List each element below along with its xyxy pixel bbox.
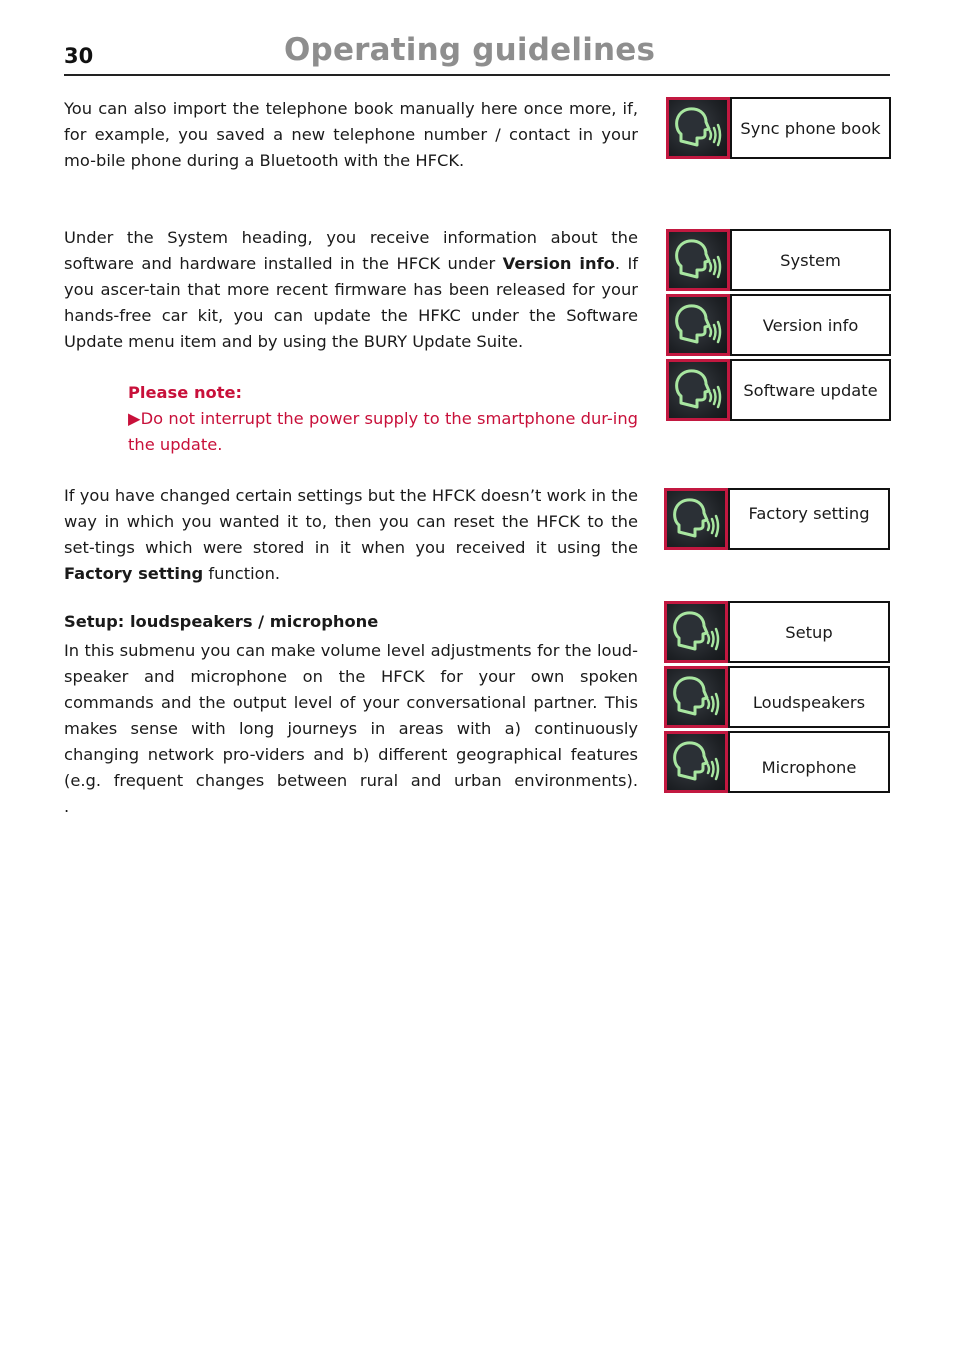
menu-item-factory-setting[interactable]: [664, 488, 890, 550]
menu-label-loudspeakers: Loudspeakers: [728, 666, 890, 728]
please-note-heading: Please note:: [128, 383, 243, 402]
menu-item-sync-phone-book[interactable]: [666, 97, 891, 159]
system-paragraph-text-b: . If you ascer-tain that more recent firmware has been released for your hands-free car kit, you can update the HFKC under the Software Update menu item and by using the BURY Update Suite.: [64, 254, 638, 351]
setup-paragraph-tail: .: [64, 797, 70, 816]
voice-speaking-head-icon: [664, 488, 728, 550]
menu-label-factory-setting: Factory setting: [728, 488, 890, 550]
voice-speaking-head-icon: [666, 359, 730, 421]
voice-speaking-head-icon: [666, 294, 730, 356]
menu-label-setup: Setup: [728, 601, 890, 663]
menu-item-microphone[interactable]: [664, 731, 890, 793]
factory-paragraph-text-a: If you have changed certain settings but the HFCK doesn’t work in the way in which you wanted it to, then you can reset the HFCK to the set-tings which were stored in it when you received it using the: [64, 486, 638, 557]
factory-paragraph-text-b: function.: [203, 564, 281, 583]
setup-paragraph: In this submenu you can make volume level adjustments for the loud-speaker and microphone on the HFCK for your own spoken commands and the output level of your conversational partner. This makes sense with long journeys in areas with a) continuously changing network pro-viders and b) different geographical features (e.g. frequent changes between rural and urban environments).: [64, 641, 638, 790]
menu-item-version-info[interactable]: [666, 294, 891, 356]
system-paragraph-text-a: Under the System heading, you receive information about the software and hardware installed in the HFCK under: [64, 228, 638, 273]
menu-label-system: System: [730, 229, 891, 291]
menu-item-setup[interactable]: [664, 601, 890, 663]
please-note-text: ▶Do not interrupt the power supply to the smartphone dur-ing the update.: [128, 409, 638, 454]
menu-item-system[interactable]: [666, 229, 891, 291]
voice-speaking-head-icon: [666, 97, 730, 159]
version-info-bold: Version info: [502, 254, 615, 273]
page-number: 30: [64, 44, 94, 68]
voice-speaking-head-icon: [664, 666, 728, 728]
factory-setting-bold: Factory setting: [64, 564, 204, 583]
menu-label-sync-phone-book: Sync phone book: [730, 97, 891, 159]
menu-label-software-update: Software update: [730, 359, 891, 421]
page-title: Operating guidelines: [284, 32, 656, 68]
sync-paragraph: You can also import the telephone book manually here once more, if, for example, you saved a new telephone number / contact in your mo-bile phone during a Bluetooth with the HFCK.: [64, 99, 638, 170]
menu-item-loudspeakers[interactable]: [664, 666, 890, 728]
voice-speaking-head-icon: [666, 229, 730, 291]
voice-speaking-head-icon: [664, 601, 728, 663]
factory-paragraph: [64, 483, 638, 587]
menu-label-version-info: Version info: [730, 294, 891, 356]
please-note-block: [128, 380, 638, 458]
menu-item-software-update[interactable]: [666, 359, 891, 421]
menu-label-microphone: Microphone: [728, 731, 890, 793]
page-header: [64, 32, 890, 76]
system-paragraph: [64, 225, 638, 355]
setup-heading: Setup: loudspeakers / microphone: [64, 612, 379, 631]
voice-speaking-head-icon: [664, 731, 728, 793]
